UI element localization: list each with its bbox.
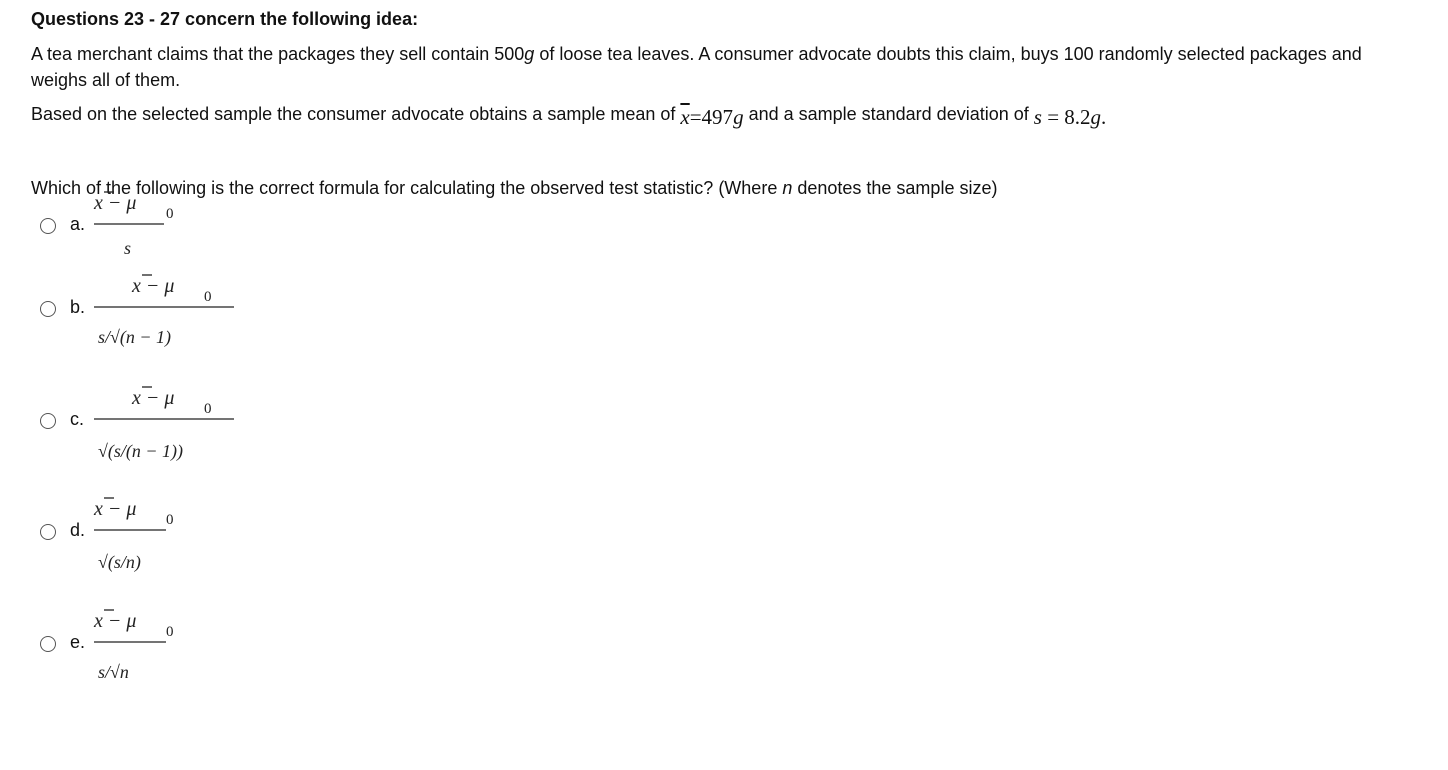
numerator: x − μ [132,275,175,297]
numerator: x − μ [94,192,137,214]
numerator: x − μ [94,498,137,520]
subscript: 0 [166,206,174,222]
subscript: 0 [166,512,174,528]
denominator: √(s/n) [98,552,141,572]
option-c-radio[interactable] [40,413,56,429]
denominator: s/√n [98,662,129,682]
option-b-letter: b. [70,297,86,317]
sd-value: = 8.2 [1041,105,1091,129]
denominator: s/√(n − 1) [98,327,172,347]
subscript: 0 [204,289,212,305]
sd-unit: g [1090,105,1102,129]
sample-text-2: and a sample standard deviation of [743,104,1034,124]
sd-symbol: s [1033,105,1042,129]
intro-text-1: A tea merchant claims that the packages they sell contain 500 [31,44,525,64]
intro-text-2: of loose tea leaves. A consumer advocate doubts this claim, buys 100 randomly selected packages and weighs all of them. [31,44,1362,90]
option-e-radio[interactable] [40,636,56,652]
question-text-1: Which of the following is the correct formula for calculating the observed test statistic? (Where [31,178,783,198]
sample-text-1: Based on the selected sample the consumer advocate obtains a sample mean of [31,104,681,124]
intro-unit: g [524,44,535,64]
numerator: x − μ [132,387,175,409]
sample-paragraph [31,100,1421,127]
sd-end: . [1101,105,1107,129]
mean-symbol: $\overline{x}$ [680,105,690,129]
option-d-radio[interactable] [40,524,56,540]
option-a-letter: a. [70,214,86,234]
question-n-symbol: n [782,178,793,198]
intro-paragraph [31,41,1421,93]
option-b-radio[interactable] [40,301,56,317]
denominator: √(s/(n − 1)) [98,441,184,461]
option-a-radio[interactable] [40,218,56,234]
question-group-heading: Questions 23 - 27 concern the following idea: [31,9,419,29]
option-e-formula [94,608,354,758]
question-text-2: denotes the sample size) [792,178,998,198]
mean-unit: g [733,105,744,129]
mean-value: =497 [689,105,734,129]
option-e-letter: e. [70,632,86,652]
option-d-letter: d. [70,520,86,540]
numerator: x − μ [94,610,137,632]
subscript: 0 [204,401,212,417]
denominator: s [124,238,132,258]
subscript: 0 [166,624,174,640]
option-c-letter: c. [70,409,85,429]
